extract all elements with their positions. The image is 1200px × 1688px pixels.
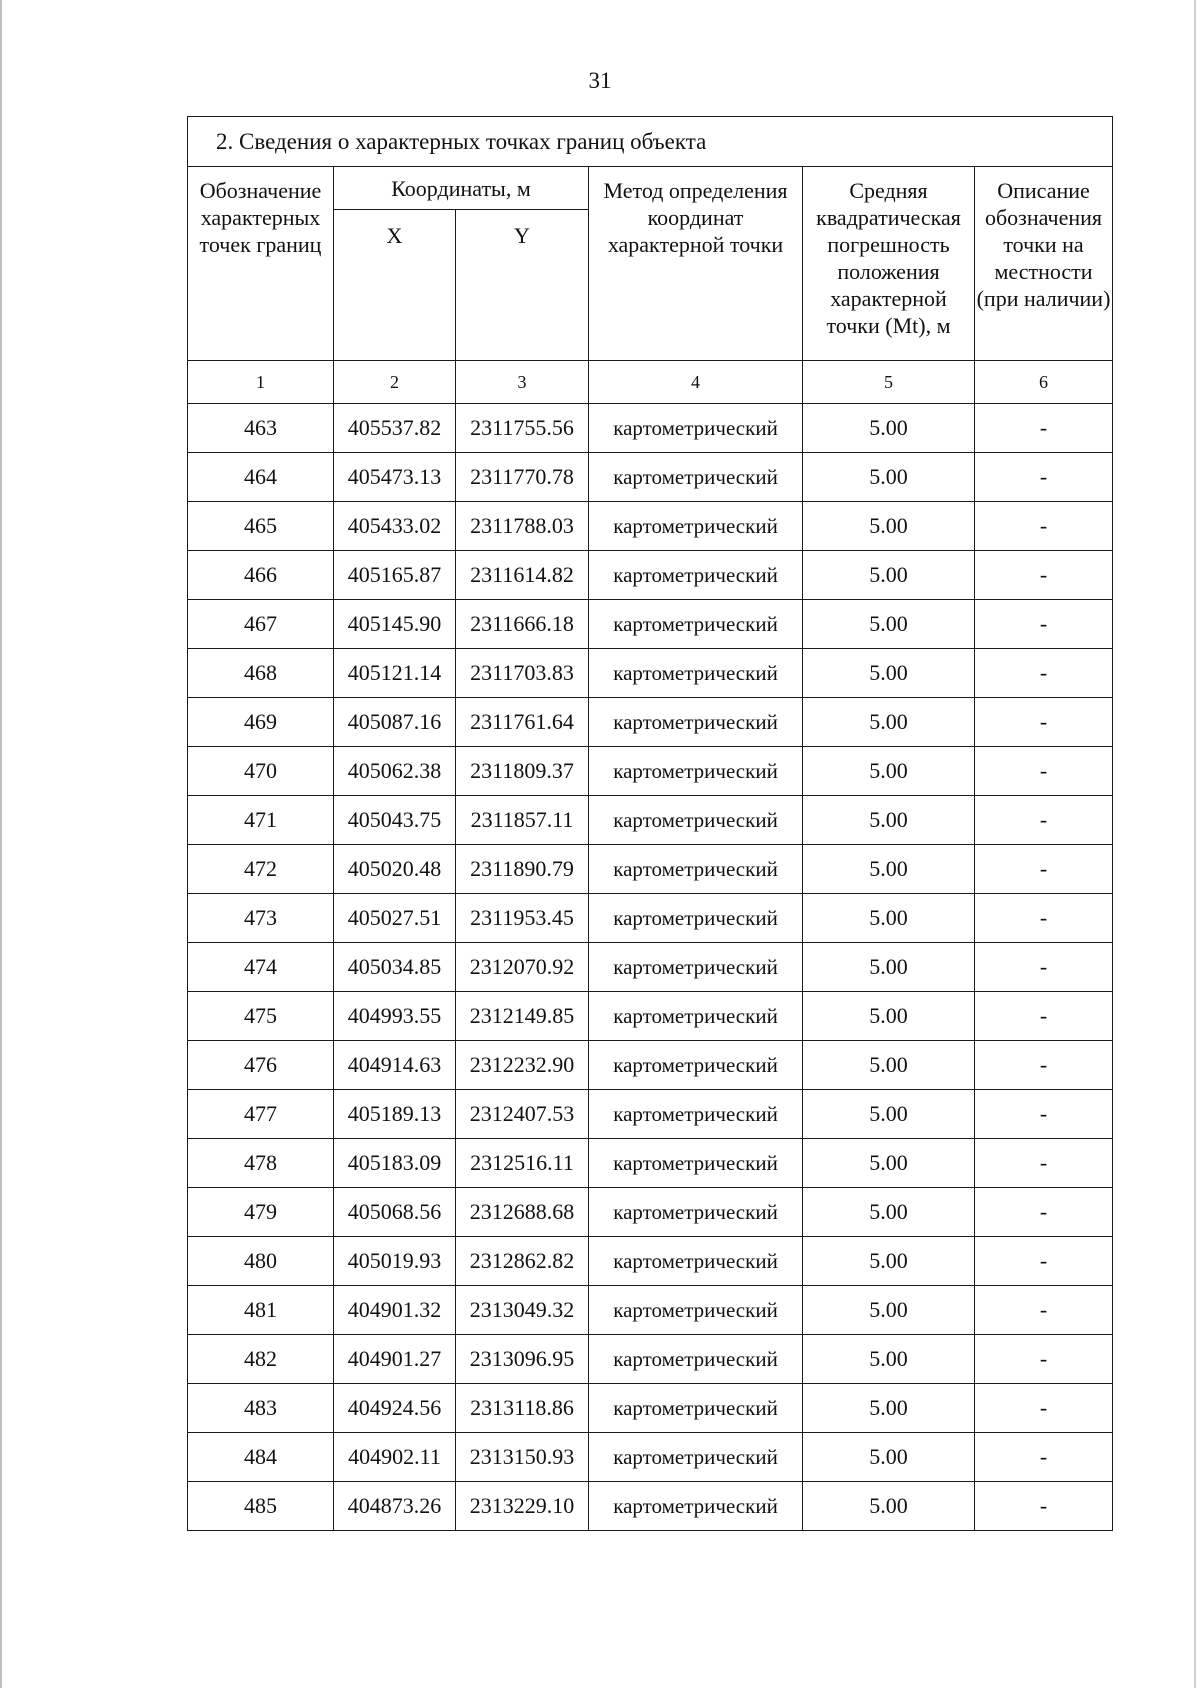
column-number: 2 [334,361,456,404]
y-coordinate-cell: 2311770.78 [456,453,589,502]
y-coordinate-cell: 2311614.82 [456,551,589,600]
point-cell: 480 [188,1237,334,1286]
description-cell: - [975,600,1113,649]
column-number: 3 [456,361,589,404]
table-row [188,845,1113,894]
accuracy-cell: 5.00 [803,1139,975,1188]
method-cell: картометрический [589,845,803,894]
accuracy-cell: 5.00 [803,845,975,894]
y-coordinate-cell: 2312149.85 [456,992,589,1041]
header-description: Описание обозначения точки на местности (при наличии) [975,167,1113,361]
description-cell: - [975,1482,1113,1531]
y-coordinate-cell: 2311755.56 [456,404,589,453]
point-cell: 485 [188,1482,334,1531]
accuracy-cell: 5.00 [803,1433,975,1482]
header-row-1 [188,167,1113,210]
x-coordinate-cell: 405068.56 [334,1188,456,1237]
description-cell: - [975,404,1113,453]
method-cell: картометрический [589,1139,803,1188]
table-row [188,894,1113,943]
y-coordinate-cell: 2313229.10 [456,1482,589,1531]
point-cell: 484 [188,1433,334,1482]
accuracy-cell: 5.00 [803,1384,975,1433]
accuracy-cell: 5.00 [803,404,975,453]
y-coordinate-cell: 2311809.37 [456,747,589,796]
header-method: Метод определения координат характерной точки [589,167,803,361]
method-cell: картометрический [589,992,803,1041]
point-cell: 464 [188,453,334,502]
method-cell: картометрический [589,502,803,551]
accuracy-cell: 5.00 [803,698,975,747]
accuracy-cell: 5.00 [803,894,975,943]
method-cell: картометрический [589,1433,803,1482]
description-cell: - [975,1041,1113,1090]
method-cell: картометрический [589,747,803,796]
y-coordinate-cell: 2312070.92 [456,943,589,992]
accuracy-cell: 5.00 [803,551,975,600]
x-coordinate-cell: 404993.55 [334,992,456,1041]
point-cell: 473 [188,894,334,943]
point-cell: 465 [188,502,334,551]
description-cell: - [975,845,1113,894]
accuracy-cell: 5.00 [803,1090,975,1139]
x-coordinate-cell: 405034.85 [334,943,456,992]
y-coordinate-cell: 2313118.86 [456,1384,589,1433]
description-cell: - [975,502,1113,551]
description-cell: - [975,894,1113,943]
point-cell: 471 [188,796,334,845]
point-cell: 475 [188,992,334,1041]
x-coordinate-cell: 404924.56 [334,1384,456,1433]
y-coordinate-cell: 2311953.45 [456,894,589,943]
method-cell: картометрический [589,404,803,453]
y-coordinate-cell: 2311703.83 [456,649,589,698]
column-number: 6 [975,361,1113,404]
description-cell: - [975,1237,1113,1286]
header-coordinates: Координаты, м [334,167,589,210]
accuracy-cell: 5.00 [803,649,975,698]
table-caption: 2. Сведения о характерных точках границ объекта [188,117,1113,167]
method-cell: картометрический [589,943,803,992]
accuracy-cell: 5.00 [803,943,975,992]
point-cell: 468 [188,649,334,698]
method-cell: картометрический [589,649,803,698]
method-cell: картометрический [589,698,803,747]
table-row [188,1237,1113,1286]
x-coordinate-cell: 405121.14 [334,649,456,698]
description-cell: - [975,698,1113,747]
x-coordinate-cell: 405473.13 [334,453,456,502]
method-cell: картометрический [589,453,803,502]
method-cell: картометрический [589,551,803,600]
method-cell: картометрический [589,1335,803,1384]
method-cell: картометрический [589,796,803,845]
description-cell: - [975,1433,1113,1482]
accuracy-cell: 5.00 [803,796,975,845]
description-cell: - [975,943,1113,992]
point-cell: 476 [188,1041,334,1090]
x-coordinate-cell: 405087.16 [334,698,456,747]
point-cell: 482 [188,1335,334,1384]
x-coordinate-cell: 404901.32 [334,1286,456,1335]
accuracy-cell: 5.00 [803,1237,975,1286]
header-y: Y [456,210,589,361]
table-row [188,649,1113,698]
y-coordinate-cell: 2312862.82 [456,1237,589,1286]
point-cell: 481 [188,1286,334,1335]
header-x: X [334,210,456,361]
description-cell: - [975,453,1113,502]
scan-edge-left [0,0,2,1688]
description-cell: - [975,1286,1113,1335]
table-row [188,747,1113,796]
method-cell: картометрический [589,1188,803,1237]
method-cell: картометрический [589,600,803,649]
y-coordinate-cell: 2311666.18 [456,600,589,649]
x-coordinate-cell: 405020.48 [334,845,456,894]
y-coordinate-cell: 2311890.79 [456,845,589,894]
point-cell: 478 [188,1139,334,1188]
table-body [188,117,1113,1531]
x-coordinate-cell: 405043.75 [334,796,456,845]
header-designation: Обозначение характерных точек границ [188,167,334,361]
header-accuracy: Средняя квадратическая погрешность положения характерной точки (Mt), м [803,167,975,361]
x-coordinate-cell: 405189.13 [334,1090,456,1139]
x-coordinate-cell: 404901.27 [334,1335,456,1384]
column-number: 5 [803,361,975,404]
table-row [188,992,1113,1041]
y-coordinate-cell: 2311788.03 [456,502,589,551]
x-coordinate-cell: 404914.63 [334,1041,456,1090]
table-row [188,502,1113,551]
x-coordinate-cell: 405062.38 [334,747,456,796]
point-cell: 477 [188,1090,334,1139]
column-number-row [188,361,1113,404]
accuracy-cell: 5.00 [803,1286,975,1335]
x-coordinate-cell: 405433.02 [334,502,456,551]
x-coordinate-cell: 404902.11 [334,1433,456,1482]
description-cell: - [975,1335,1113,1384]
table-row [188,1384,1113,1433]
y-coordinate-cell: 2311761.64 [456,698,589,747]
caption-row [188,117,1113,167]
y-coordinate-cell: 2311857.11 [456,796,589,845]
x-coordinate-cell: 405027.51 [334,894,456,943]
accuracy-cell: 5.00 [803,1188,975,1237]
table-row [188,1188,1113,1237]
point-cell: 483 [188,1384,334,1433]
description-cell: - [975,1090,1113,1139]
point-cell: 463 [188,404,334,453]
y-coordinate-cell: 2312688.68 [456,1188,589,1237]
point-cell: 479 [188,1188,334,1237]
x-coordinate-cell: 405537.82 [334,404,456,453]
boundary-points-table [187,116,1113,1531]
y-coordinate-cell: 2312407.53 [456,1090,589,1139]
table-row [188,551,1113,600]
point-cell: 466 [188,551,334,600]
x-coordinate-cell: 404873.26 [334,1482,456,1531]
method-cell: картометрический [589,1384,803,1433]
table-row [188,404,1113,453]
method-cell: картометрический [589,1286,803,1335]
description-cell: - [975,1384,1113,1433]
table-row [188,600,1113,649]
accuracy-cell: 5.00 [803,502,975,551]
table-row [188,943,1113,992]
y-coordinate-cell: 2313049.32 [456,1286,589,1335]
point-cell: 472 [188,845,334,894]
point-cell: 474 [188,943,334,992]
description-cell: - [975,649,1113,698]
accuracy-cell: 5.00 [803,992,975,1041]
table-row [188,796,1113,845]
description-cell: - [975,1188,1113,1237]
method-cell: картометрический [589,1237,803,1286]
table-row [188,1041,1113,1090]
column-number: 1 [188,361,334,404]
scan-edge-right [1194,0,1196,1688]
table-row [188,453,1113,502]
accuracy-cell: 5.00 [803,1335,975,1384]
table-row [188,1090,1113,1139]
x-coordinate-cell: 405145.90 [334,600,456,649]
table-row [188,1482,1113,1531]
table-row [188,1433,1113,1482]
table-row [188,1139,1113,1188]
x-coordinate-cell: 405019.93 [334,1237,456,1286]
accuracy-cell: 5.00 [803,453,975,502]
accuracy-cell: 5.00 [803,1482,975,1531]
description-cell: - [975,1139,1113,1188]
accuracy-cell: 5.00 [803,747,975,796]
point-cell: 467 [188,600,334,649]
accuracy-cell: 5.00 [803,1041,975,1090]
table-row [188,1335,1113,1384]
x-coordinate-cell: 405183.09 [334,1139,456,1188]
table-row [188,1286,1113,1335]
method-cell: картометрический [589,894,803,943]
description-cell: - [975,747,1113,796]
y-coordinate-cell: 2312516.11 [456,1139,589,1188]
page-number: 31 [588,68,612,93]
description-cell: - [975,551,1113,600]
method-cell: картометрический [589,1090,803,1139]
y-coordinate-cell: 2313150.93 [456,1433,589,1482]
column-number: 4 [589,361,803,404]
y-coordinate-cell: 2312232.90 [456,1041,589,1090]
point-cell: 470 [188,747,334,796]
table-row [188,698,1113,747]
description-cell: - [975,796,1113,845]
x-coordinate-cell: 405165.87 [334,551,456,600]
method-cell: картометрический [589,1041,803,1090]
method-cell: картометрический [589,1482,803,1531]
y-coordinate-cell: 2313096.95 [456,1335,589,1384]
description-cell: - [975,992,1113,1041]
point-cell: 469 [188,698,334,747]
accuracy-cell: 5.00 [803,600,975,649]
